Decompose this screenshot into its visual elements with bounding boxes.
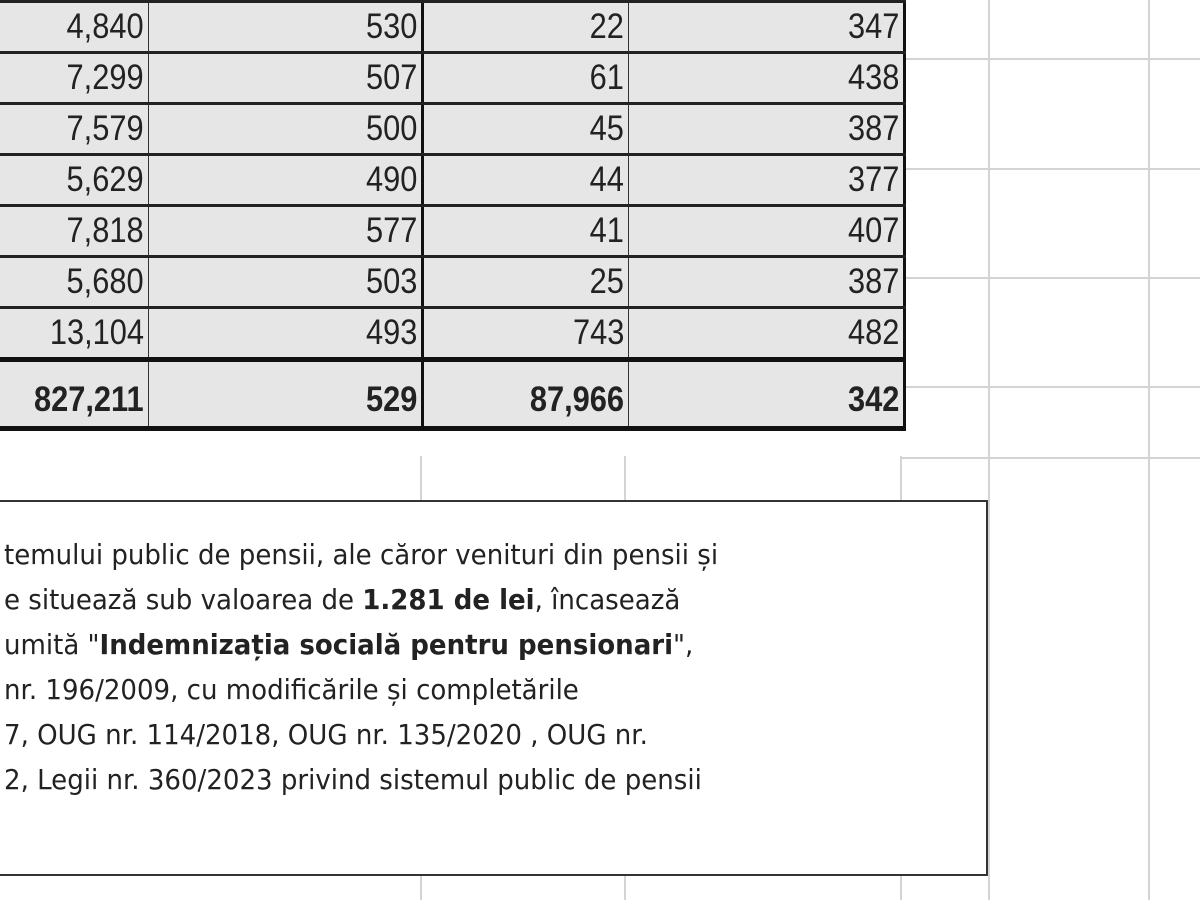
table-cell[interactable]: [423, 155, 629, 206]
cell-value: 482: [847, 313, 899, 352]
table-cell[interactable]: [149, 206, 423, 257]
table-cell[interactable]: [423, 360, 629, 429]
note-bold-title: Indemnizația socială pentru pensionari: [99, 628, 674, 661]
cell-value: 5,629: [66, 160, 144, 199]
cell-value: 87,966: [529, 380, 624, 419]
table-cell[interactable]: [0, 360, 149, 429]
table-cell[interactable]: [149, 360, 423, 429]
note-bold-amount: 1.281 de lei: [362, 583, 535, 616]
table-cell[interactable]: [0, 257, 149, 308]
cell-value: 503: [365, 262, 417, 301]
table-row: [0, 104, 905, 155]
cell-value: 438: [847, 58, 899, 97]
cell-value: 743: [572, 313, 624, 352]
note-line: nr. 196/2009, cu modificările și completările: [4, 673, 579, 706]
table-cell[interactable]: [629, 360, 905, 429]
cell-value: 377: [847, 160, 899, 199]
cell-value: 7,579: [66, 109, 144, 148]
total-row: [0, 360, 905, 429]
table-cell[interactable]: [0, 155, 149, 206]
table-row: [0, 308, 905, 360]
table-cell[interactable]: [629, 2, 905, 53]
cell-value: 493: [365, 313, 417, 352]
note-line: temului public de pensii, ale căror venituri din pensii și: [4, 538, 719, 571]
cell-value: 507: [365, 58, 417, 97]
table-cell[interactable]: [423, 104, 629, 155]
table-cell[interactable]: [423, 257, 629, 308]
note-line: 7, OUG nr. 114/2018, OUG nr. 135/2020 , OUG nr.: [4, 718, 648, 751]
table-cell[interactable]: [423, 53, 629, 104]
cell-value: 41: [589, 211, 624, 250]
table-cell[interactable]: [629, 206, 905, 257]
cell-value: 5,680: [66, 262, 144, 301]
cell-value: 407: [847, 211, 899, 250]
table-cell[interactable]: [629, 104, 905, 155]
cell-value: 500: [365, 109, 417, 148]
table-cell[interactable]: [629, 155, 905, 206]
note-line: [4, 628, 693, 661]
table-row: [0, 155, 905, 206]
cell-value: 61: [589, 58, 624, 97]
table-cell[interactable]: [0, 308, 149, 360]
note-text: ",: [673, 628, 694, 661]
table-cell[interactable]: [149, 257, 423, 308]
table-cell[interactable]: [423, 206, 629, 257]
table-row: [0, 206, 905, 257]
note-text: umită ": [4, 628, 100, 661]
note-textbox[interactable]: [0, 500, 988, 876]
note-text: , încasează: [534, 583, 681, 616]
cell-value: 25: [589, 262, 624, 301]
cell-value: 7,818: [66, 211, 144, 250]
table-cell[interactable]: [0, 2, 149, 53]
cell-value: 387: [847, 109, 899, 148]
cell-value: 45: [589, 109, 624, 148]
table-cell[interactable]: [149, 308, 423, 360]
cell-value: 7,299: [66, 58, 144, 97]
cell-value: 529: [365, 380, 417, 419]
table-cell[interactable]: [149, 155, 423, 206]
note-line: 2, Legii nr. 360/2023 privind sistemul public de pensii: [4, 763, 702, 796]
table-cell[interactable]: [149, 2, 423, 53]
cell-value: 490: [365, 160, 417, 199]
cell-value: 13,104: [49, 313, 144, 352]
cell-value: 827,211: [34, 380, 144, 419]
note-text: e situează sub valoarea de: [4, 583, 363, 616]
table-cell[interactable]: [149, 53, 423, 104]
cell-value: 44: [589, 160, 624, 199]
table-cell[interactable]: [629, 257, 905, 308]
table-row: [0, 53, 905, 104]
table-cell[interactable]: [629, 308, 905, 360]
table-row: [0, 2, 905, 53]
table-cell[interactable]: [0, 104, 149, 155]
cell-value: 342: [847, 380, 899, 419]
table-cell[interactable]: [149, 104, 423, 155]
table-cell[interactable]: [423, 2, 629, 53]
data-table: [0, 0, 906, 431]
table-cell[interactable]: [423, 308, 629, 360]
cell-value: 347: [847, 7, 899, 46]
cell-value: 530: [365, 7, 417, 46]
cell-value: 577: [365, 211, 417, 250]
cell-value: 387: [847, 262, 899, 301]
cell-value: 22: [589, 7, 624, 46]
table-row: [0, 257, 905, 308]
table-cell[interactable]: [0, 206, 149, 257]
table-cell[interactable]: [0, 53, 149, 104]
cell-value: 4,840: [66, 7, 144, 46]
table-cell[interactable]: [629, 53, 905, 104]
note-line: [4, 583, 680, 616]
